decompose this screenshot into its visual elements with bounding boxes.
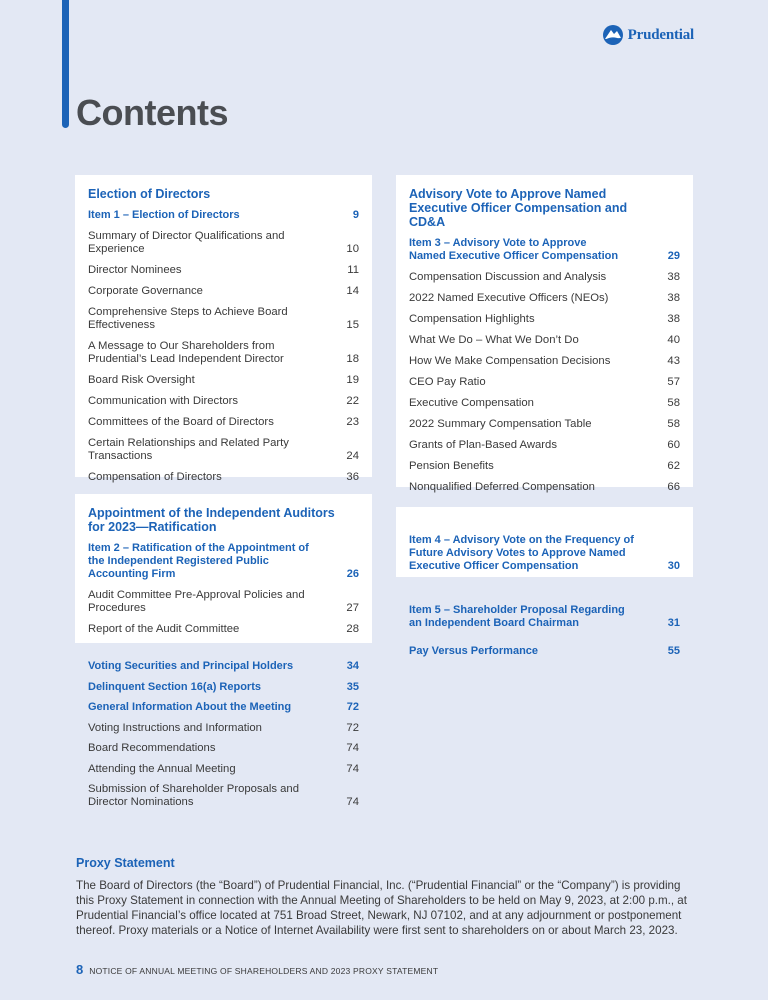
toc-page: 57 [667,376,680,388]
toc-page: 22 [346,395,359,407]
toc-row[interactable] [409,534,680,573]
toc-page: 58 [667,418,680,430]
toc-page: 74 [346,742,359,754]
page-number: 8 [76,962,84,977]
proxy-body: The Board of Directors (the “Board”) of Prudential Financial, Inc. (“Prudential Financial” or the “Company”) is providing this Proxy Statement in connection with the Annual Meeting of Shareholders to be held on May 9, 2023, at 2:00 p.m., at Prudential Financial’s office located at 751 Broad Street, Newark, NJ 07102, and at any adjournment or postponement thereof. Proxy materials or a Notice of Internet Availability were first sent to shareholders on or about March 23, 2023. [76,879,687,937]
toc-page: 9 [352,209,359,221]
card-heading: Advisory Vote to Approve Named Executive Officer Compensation and CD&A [409,187,628,229]
toc-label: 2022 Summary Compensation Table [409,418,592,430]
toc-row[interactable] [88,374,359,387]
toc-row[interactable] [88,763,359,776]
toc-page: 38 [667,313,680,325]
toc-label: Voting Securities and Principal Holders [88,660,294,672]
toc-page: 18 [346,353,359,365]
toc-page: 24 [346,450,359,462]
toc-label: Director Nominees [88,264,182,276]
toc-label: Compensation Discussion and Analysis [409,271,607,283]
card-item4 [396,507,693,577]
toc-label: Committees of the Board of Directors [88,416,274,428]
toc-row[interactable] [88,660,359,673]
card-election [75,175,372,483]
toc-page: 29 [667,250,680,262]
toc-row[interactable] [409,604,680,630]
accent-bar [62,0,69,128]
toc-label: Voting Instructions and Information [88,722,262,734]
toc-label: Audit Committee Pre-Approval Policies and Procedures [88,589,305,614]
toc-label: General Information About the Meeting [88,701,292,713]
toc-label: Corporate Governance [88,285,203,297]
toc-row[interactable] [88,742,359,755]
toc-page: 62 [667,460,680,472]
toc-label: What We Do – What We Don’t Do [409,334,579,346]
toc-label: Submission of Shareholder Proposals and Director Nominations [88,783,300,808]
toc-page: 34 [346,660,359,672]
toc-row[interactable] [409,271,680,284]
toc-page: 55 [667,645,680,657]
toc-page: 10 [346,243,359,255]
toc-label: Certain Relationships and Related Party Transactions [88,437,289,462]
toc-page: 15 [346,319,359,331]
toc-label: Item 4 – Advisory Vote on the Frequency of Future Advisory Votes to Approve Named Executive Officer Compensation [409,534,634,572]
brand-name: Prudential [627,26,694,43]
toc-row[interactable] [88,285,359,298]
toc-label: Report of the Audit Committee [88,623,240,635]
toc-page: 72 [346,701,359,713]
toc-page: 30 [667,560,680,572]
toc-label: Attending the Annual Meeting [88,763,236,775]
toc-row[interactable] [409,355,680,368]
toc-page: 35 [346,681,359,693]
toc-row[interactable] [88,471,359,484]
toc-row[interactable] [409,397,680,410]
toc-row[interactable] [409,481,680,494]
brand-logo [602,24,694,46]
toc-label: Communication with Directors [88,395,239,407]
toc-label: Nonqualified Deferred Compensation [409,481,595,493]
toc-row[interactable] [409,292,680,305]
toc-page: 27 [346,602,359,614]
toc-label: Item 2 – Ratification of the Appointment of the Independent Registered Public Accounting Firm [88,542,309,580]
toc-page: 28 [346,623,359,635]
toc-label: How We Make Compensation Decisions [409,355,611,367]
toc-row[interactable] [409,460,680,473]
toc-row[interactable] [88,340,359,366]
toc-page: 74 [346,763,359,775]
toc-row[interactable] [88,209,359,222]
toc-page: 72 [346,722,359,734]
toc-row[interactable] [88,437,359,463]
toc-page: 11 [347,264,359,276]
toc-label: Pension Benefits [409,460,494,472]
toc-row[interactable] [88,589,359,615]
toc-row[interactable] [88,623,359,636]
toc-label: Item 1 – Election of Directors [88,209,240,221]
toc-label: Summary of Director Qualifications and Experience [88,230,285,255]
toc-row[interactable] [88,306,359,332]
toc-row[interactable] [88,416,359,429]
page-title: Contents [76,92,228,133]
toc-page: 23 [346,416,359,428]
toc-label: Pay Versus Performance [409,645,539,657]
toc-row[interactable] [88,542,359,581]
toc-page: 74 [346,796,359,808]
toc-page: 58 [667,397,680,409]
toc-page: 66 [667,481,680,493]
toc-row[interactable] [409,439,680,452]
card-heading: Appointment of the Independent Auditors for 2023—Ratification [88,506,335,534]
toc-label: Compensation Highlights [409,313,535,325]
rock-logo-icon [602,24,624,46]
toc-label: Comprehensive Steps to Achieve Board Effectiveness [88,306,288,331]
toc-page: 14 [346,285,359,297]
card-heading: Election of Directors [88,187,211,201]
card-auditors [75,494,372,643]
toc-label: Executive Compensation [409,397,534,409]
toc-row[interactable] [88,701,359,714]
toc-label: Board Recommendations [88,742,216,754]
footer [76,962,438,977]
toc-label: Grants of Plan-Based Awards [409,439,557,451]
toc-page: 26 [346,568,359,580]
toc-row[interactable] [409,645,680,658]
toc-page: 43 [667,355,680,367]
toc-page: 38 [667,271,680,283]
toc-row[interactable] [88,230,359,256]
toc-row[interactable] [88,395,359,408]
toc-row[interactable] [409,313,680,326]
toc-page: 38 [667,292,680,304]
toc-label: CEO Pay Ratio [409,376,486,388]
toc-label: A Message to Our Shareholders from Prudential’s Lead Independent Director [88,340,284,365]
toc-page: 40 [667,334,680,346]
toc-label: Board Risk Oversight [88,374,195,386]
toc-row[interactable] [409,418,680,431]
toc-page: 60 [667,439,680,451]
toc-row[interactable] [88,722,359,735]
toc-label: Item 5 – Shareholder Proposal Regarding an Independent Board Chairman [409,604,625,629]
toc-label: Compensation of Directors [88,471,222,483]
card-compensation [396,175,693,493]
toc-row[interactable] [88,681,359,694]
toc-row[interactable] [409,334,680,347]
toc-page: 36 [346,471,359,483]
toc-label: 2022 Named Executive Officers (NEOs) [409,292,609,304]
toc-page: 19 [346,374,359,386]
toc-row[interactable] [409,376,680,389]
toc-row[interactable] [88,264,359,277]
footer-text: NOTICE OF ANNUAL MEETING OF SHAREHOLDERS AND 2023 PROXY STATEMENT [89,966,439,976]
proxy-heading: Proxy Statement [76,856,175,870]
toc-label: Delinquent Section 16(a) Reports [88,681,261,693]
toc-row[interactable] [409,237,680,263]
toc-label: Item 3 – Advisory Vote to Approve Named Executive Officer Compensation [409,237,619,262]
toc-row[interactable] [88,783,359,809]
toc-page: 31 [667,617,680,629]
